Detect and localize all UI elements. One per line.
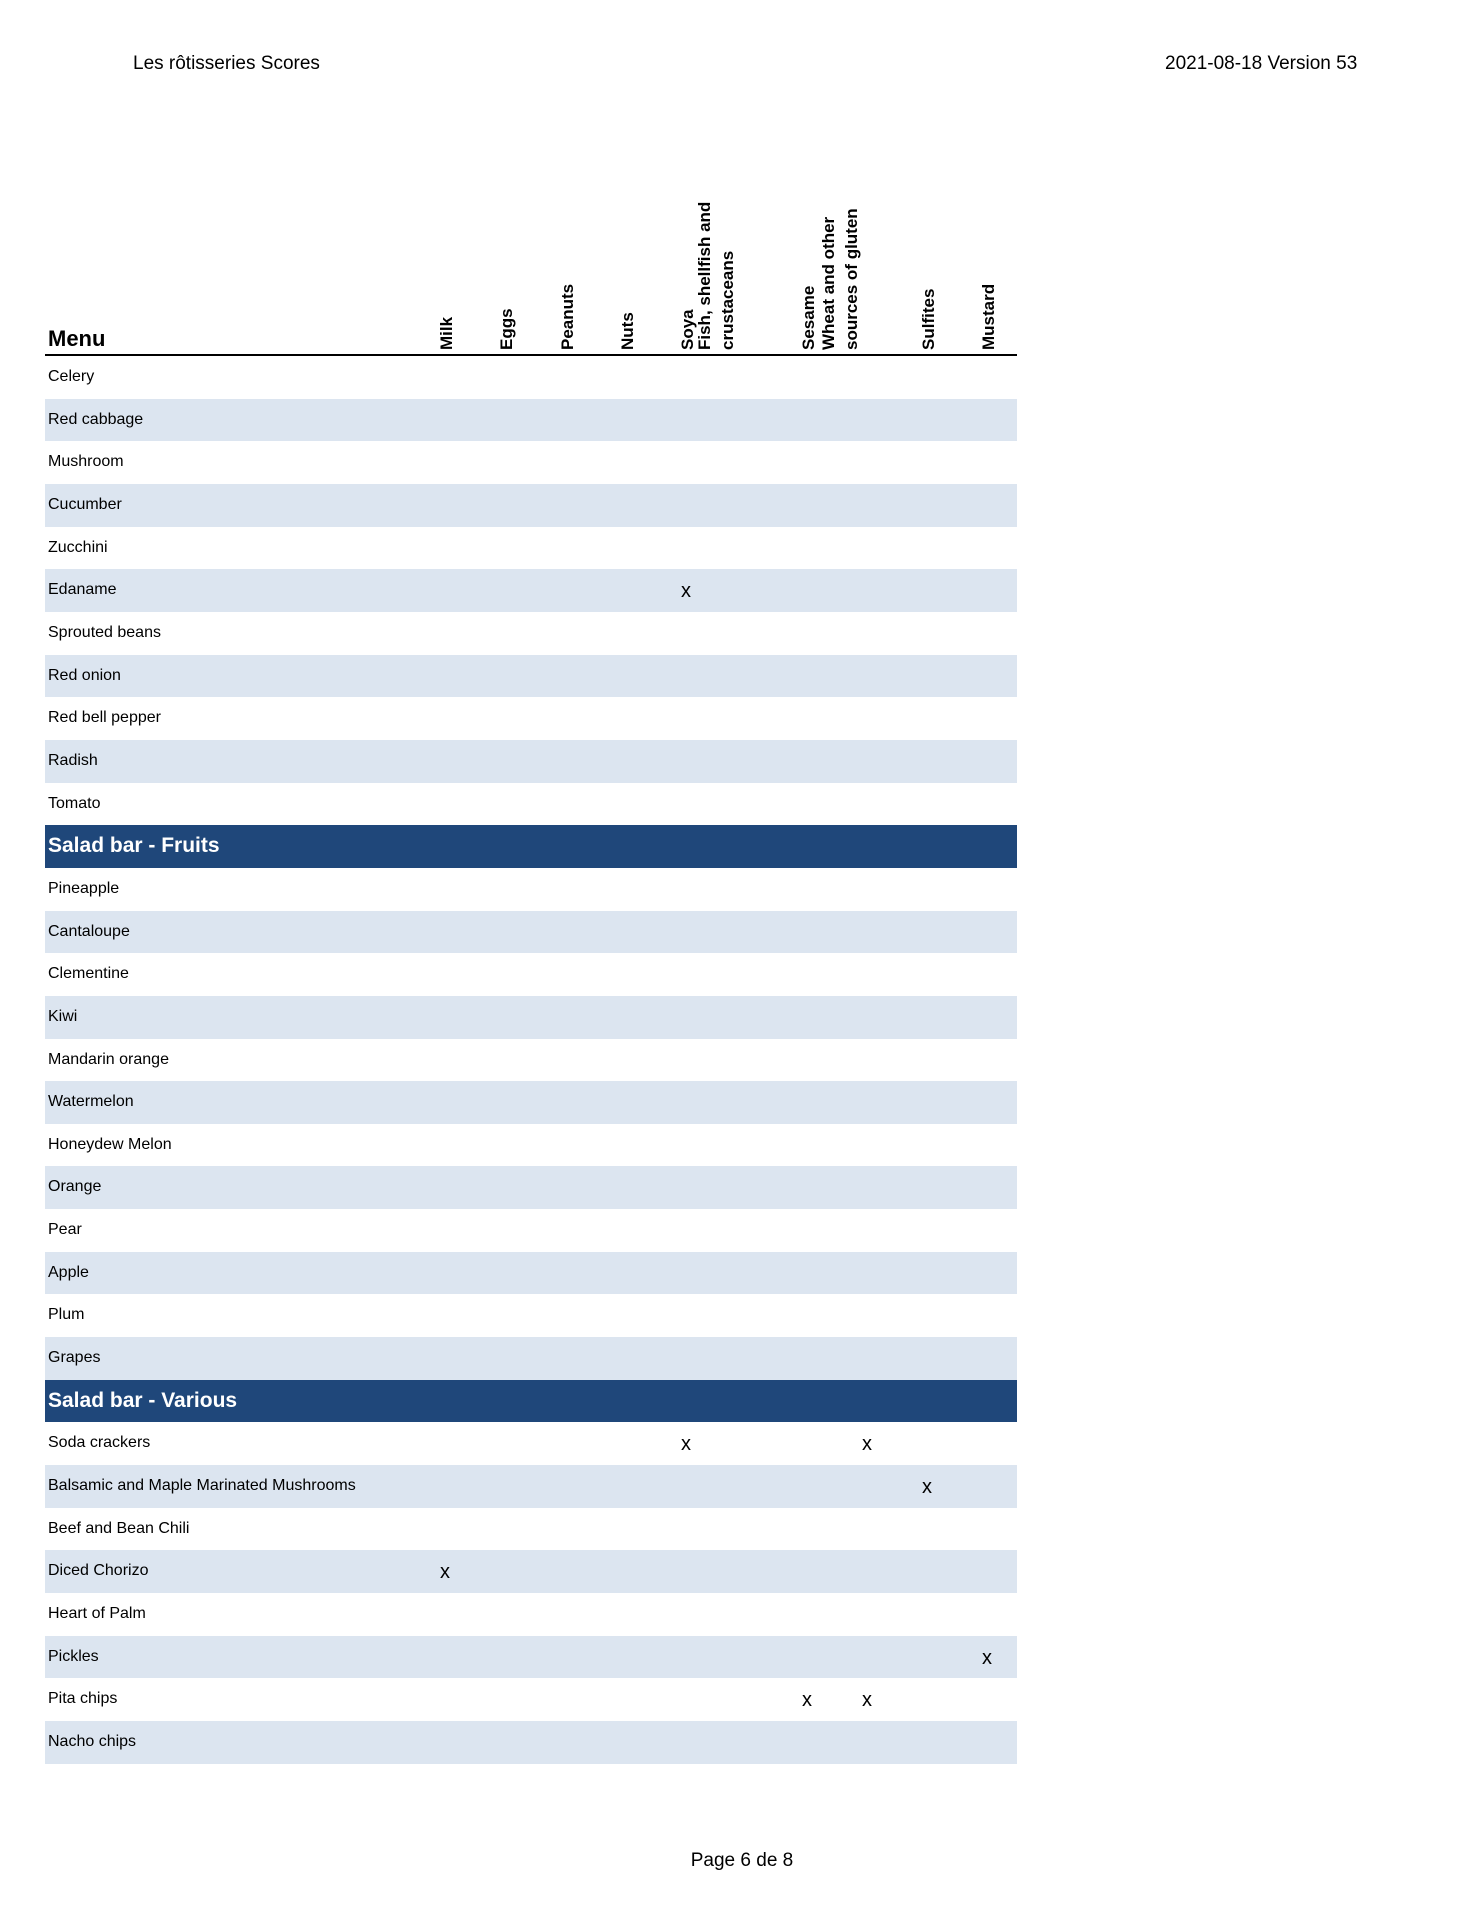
allergen-table bbox=[45, 150, 1017, 1764]
menu-item-name: Grapes bbox=[48, 1349, 101, 1367]
table-row bbox=[45, 441, 1017, 484]
column-header-label: Eggs bbox=[497, 308, 516, 350]
menu-item-name: Diced Chorizo bbox=[48, 1562, 149, 1580]
column-header-label: Nuts bbox=[618, 312, 637, 350]
menu-item-name: Red bell pepper bbox=[48, 709, 161, 727]
menu-item-name: Kiwi bbox=[48, 1007, 78, 1025]
table-row bbox=[45, 612, 1017, 655]
menu-item-name: Mandarin orange bbox=[48, 1050, 169, 1068]
table-row bbox=[45, 655, 1017, 698]
column-header-label: Wheat and other sources of gluten bbox=[819, 208, 861, 350]
menu-item-name: Zucchini bbox=[48, 538, 108, 556]
table-row bbox=[45, 1039, 1017, 1082]
column-header-label: Sesame bbox=[799, 285, 818, 350]
menu-item-name: Edaname bbox=[48, 581, 117, 599]
menu-item-name: Heart of Palm bbox=[48, 1605, 146, 1623]
page-number: Page 6 de 8 bbox=[690, 1850, 794, 1871]
allergen-mark-sesame: x bbox=[802, 1689, 812, 1712]
section-title: Salad bar - Various bbox=[48, 1388, 238, 1412]
menu-item-name: Beef and Bean Chili bbox=[48, 1519, 190, 1537]
allergen-mark-wheat: x bbox=[862, 1689, 872, 1712]
table-row bbox=[45, 1721, 1017, 1764]
table-row bbox=[45, 1252, 1017, 1295]
menu-item-name: Apple bbox=[48, 1263, 89, 1281]
table-row bbox=[45, 783, 1017, 826]
table-row bbox=[45, 356, 1017, 399]
column-header-label: Milk bbox=[437, 316, 456, 350]
table-row bbox=[45, 1294, 1017, 1337]
table-row bbox=[45, 1124, 1017, 1167]
table-row bbox=[45, 996, 1017, 1039]
menu-item-name: Pear bbox=[48, 1221, 82, 1239]
column-header-label: Mustard bbox=[979, 283, 998, 350]
menu-item-name: Pickles bbox=[48, 1647, 99, 1665]
menu-item-name: Watermelon bbox=[48, 1093, 134, 1111]
menu-column-header: Menu bbox=[48, 326, 106, 351]
document-title: Les rôtisseries Scores bbox=[133, 53, 320, 74]
menu-item-name: Cantaloupe bbox=[48, 922, 130, 940]
table-row bbox=[45, 1081, 1017, 1124]
menu-item-name: Orange bbox=[48, 1178, 102, 1196]
document-version: 2021-08-18 Version 53 bbox=[1165, 53, 1358, 74]
allergen-mark-milk: x bbox=[440, 1561, 450, 1584]
table-row bbox=[45, 1678, 1017, 1721]
column-header-label: Peanuts bbox=[558, 283, 577, 350]
menu-item-name: Tomato bbox=[48, 794, 101, 812]
table-row bbox=[45, 1422, 1017, 1465]
menu-item-name: Red cabbage bbox=[48, 410, 144, 428]
column-header-label: Sulfites bbox=[919, 288, 938, 350]
allergen-mark-soya: x bbox=[681, 580, 691, 603]
table-row bbox=[45, 527, 1017, 570]
table-row bbox=[45, 1166, 1017, 1209]
menu-item-name: Radish bbox=[48, 751, 98, 769]
table-body bbox=[45, 356, 1017, 1764]
table-header bbox=[45, 150, 1017, 356]
table-row bbox=[45, 1593, 1017, 1636]
menu-item-name: Celery bbox=[48, 368, 95, 385]
menu-item-name: Clementine bbox=[48, 965, 129, 983]
menu-item-name: Plum bbox=[48, 1306, 85, 1324]
table-row bbox=[45, 1508, 1017, 1551]
table-row bbox=[45, 1550, 1017, 1593]
table-row bbox=[45, 911, 1017, 954]
table-row bbox=[45, 740, 1017, 783]
table-row bbox=[45, 953, 1017, 996]
allergen-mark-wheat: x bbox=[862, 1433, 872, 1456]
menu-item-name: Pita chips bbox=[48, 1690, 118, 1708]
table-row bbox=[45, 1209, 1017, 1252]
menu-item-name: Honeydew Melon bbox=[48, 1135, 172, 1153]
table-row bbox=[45, 399, 1017, 442]
menu-item-name: Sprouted beans bbox=[48, 623, 161, 641]
table-row bbox=[45, 1636, 1017, 1679]
menu-item-name: Nacho chips bbox=[48, 1733, 137, 1750]
column-header-label: Soya bbox=[678, 309, 697, 350]
table-row bbox=[45, 1465, 1017, 1508]
menu-item-name: Balsamic and Maple Marinated Mushrooms bbox=[48, 1477, 356, 1495]
section-header bbox=[45, 825, 1017, 868]
allergen-mark-sulfites: x bbox=[922, 1476, 932, 1499]
table-row bbox=[45, 569, 1017, 612]
allergen-mark-soya: x bbox=[681, 1433, 691, 1456]
table-row bbox=[45, 697, 1017, 740]
table-row bbox=[45, 484, 1017, 527]
menu-item-name: Red onion bbox=[48, 666, 121, 684]
menu-item-name: Pineapple bbox=[48, 879, 120, 897]
menu-item-name: Soda crackers bbox=[48, 1434, 151, 1452]
menu-item-name: Cucumber bbox=[48, 495, 122, 513]
menu-item-name: Mushroom bbox=[48, 453, 124, 471]
table-row bbox=[45, 1337, 1017, 1380]
allergen-mark-mustard: x bbox=[982, 1646, 992, 1669]
section-title: Salad bar - Fruits bbox=[48, 834, 220, 858]
table-row bbox=[45, 868, 1017, 911]
column-header-label: Fish, shellfish and crustaceans bbox=[695, 201, 737, 350]
section-header bbox=[45, 1380, 1017, 1423]
